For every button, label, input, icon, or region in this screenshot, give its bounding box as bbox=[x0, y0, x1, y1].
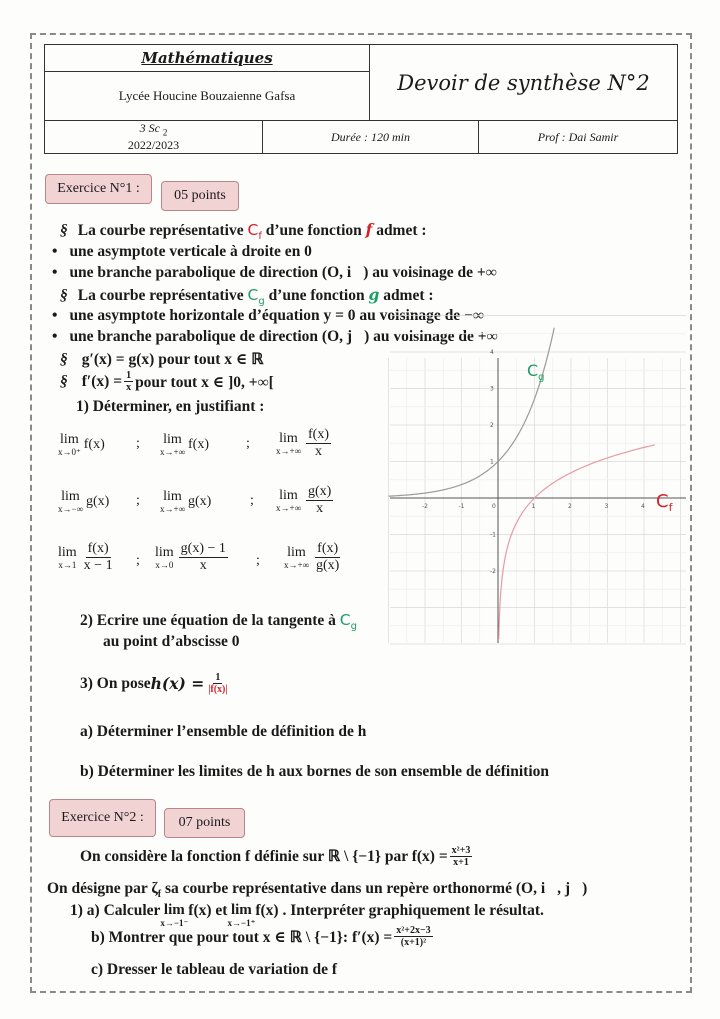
y-tick-label: -1 bbox=[490, 531, 496, 539]
y-tick-label: 3 bbox=[490, 385, 494, 393]
separator: ; bbox=[256, 553, 260, 568]
limit-r2-1: lim x→−∞ g(x) bbox=[58, 489, 110, 514]
limit-r1-3: lim x→+∞ $\frac{f(x)}{x}$ bbox=[276, 427, 329, 459]
subject-title: Mathématiques bbox=[141, 49, 273, 67]
cf-item-2: • une branche parabolique de direction (O, i⃗) au voisinage de +∞ bbox=[52, 264, 497, 281]
question-3b: b) Déterminer les limites de h aux bornes de son ensemble de définition bbox=[80, 763, 550, 780]
duration: Durée : 120 min bbox=[331, 129, 410, 144]
question-2: 2) Ecrire une équation de la tangente à $C_g$ bbox=[80, 611, 357, 633]
x-tick-label: 2 bbox=[568, 503, 572, 510]
limit-r3-2: lim x→0 $\frac{g(x) - 1}{x}$ bbox=[155, 541, 226, 573]
separator: ; bbox=[136, 493, 140, 508]
x-tick-label: 4 bbox=[641, 503, 645, 510]
ex2-question-1b: b) Montrer que pour tout x ∈ ℝ \ {−1}: f′(x) = $\frac{\text{x²+2x−3}}{\text{(x+1)²}}$ bbox=[91, 925, 431, 948]
header-class-cell bbox=[44, 120, 263, 154]
graph-axes bbox=[390, 358, 686, 643]
ex2-intro: On considère la fonction f définie sur ℝ \ {−1} par f(x) = $\frac{\text{x²+3}}{x+1}$ bbox=[80, 845, 471, 868]
cf-intro: § La courbe représentative $C_f$ d’une fonction f admet : bbox=[60, 220, 427, 243]
question-3a: a) Déterminer l’ensemble de définition de h bbox=[80, 723, 367, 740]
limit-r2-3: lim x→+∞ $\frac{g(x)}{x}$ bbox=[276, 484, 332, 516]
class-name: 3 Sc $_2$ bbox=[139, 120, 168, 138]
school-year: 2022/2023 bbox=[127, 138, 180, 153]
exercise1-label: Exercice N°1 : bbox=[45, 174, 152, 204]
y-tick-label: -2 bbox=[490, 568, 496, 575]
cf-symbol: $C_f$ bbox=[247, 221, 262, 243]
exercise1-points: 05 points bbox=[161, 181, 239, 211]
cg-item-2: • une branche parabolique de direction (O, j⃗) au voisinage de +∞ bbox=[52, 328, 498, 345]
separator: ; bbox=[246, 436, 250, 451]
x-tick-label: 1 bbox=[531, 503, 536, 510]
cg-symbol: $C_g$ bbox=[339, 611, 357, 633]
header-duration-cell bbox=[262, 120, 479, 154]
derivative-f: § f′(x) = $\frac{1}{x}$ pour tout x ∈ ]0, +∞[ bbox=[60, 370, 274, 393]
limit-r2-2: lim x→+∞ g(x) bbox=[160, 489, 212, 514]
header-teacher-cell bbox=[478, 120, 678, 154]
y-tick-label: 1 bbox=[490, 458, 494, 466]
cf-curve-label: $C_f$ bbox=[656, 491, 673, 514]
exercise2-points: 07 points bbox=[164, 808, 245, 838]
header-school-cell bbox=[44, 71, 370, 121]
question-1: 1) Déterminer, en justifiant : bbox=[76, 398, 265, 415]
curve-cf bbox=[499, 445, 655, 639]
x-tick-label: -1 bbox=[458, 503, 465, 510]
teacher: Prof : Dai Samir bbox=[537, 129, 619, 144]
cf-item-1: • une asymptote verticale à droite en 0 bbox=[52, 243, 312, 260]
x-tick-label: 3 bbox=[604, 503, 609, 510]
ex2-question-1a: 1) a) Calculer lim x→−1⁻ f(x) et lim x→−1⁺ f(x) . Interpréter graphiquement le résultat. bbox=[70, 902, 544, 928]
derivative-g: § g′(x) = g(x) pour tout x ∈ ℝ bbox=[60, 351, 264, 368]
cg-curve-label: $C_g$ bbox=[527, 361, 545, 383]
exam-title: Devoir de synthèse N°2 bbox=[397, 70, 650, 95]
limit-r3-1: lim x→1 $\frac{f(x)}{x - 1}$ bbox=[58, 541, 113, 573]
ex2-curve-def: On désigne par $\zeta_f$ sa courbe représentative dans un repère orthonormé (O, i⃗, j⃗) bbox=[47, 880, 588, 901]
header-subject-cell bbox=[44, 44, 370, 72]
cg-symbol: $C_g$ bbox=[247, 286, 265, 308]
exercise2-label: Exercice N°2 : bbox=[49, 799, 156, 837]
separator: ; bbox=[250, 493, 254, 508]
school-name: Lycée Houcine Bouzaienne Gafsa bbox=[118, 88, 296, 103]
limit-r1-2: lim x→+∞ f(x) bbox=[160, 432, 209, 457]
separator: ; bbox=[136, 553, 140, 568]
graph-ticks bbox=[422, 349, 645, 575]
header-title-cell bbox=[369, 44, 678, 121]
x-tick-label: -2 bbox=[422, 503, 428, 510]
question-3: 3) On pose h(x) = $\frac{1}{|f(x)|}$ bbox=[80, 672, 228, 695]
y-tick-label: 4 bbox=[490, 349, 494, 356]
ex2-question-1c: c) Dresser le tableau de variation de f bbox=[91, 961, 338, 978]
limit-r1-1: lim x→0⁺ f(x) bbox=[58, 432, 105, 457]
y-tick-label: 2 bbox=[490, 422, 494, 429]
function-graph bbox=[390, 349, 686, 643]
cg-item-1: • une asymptote horizontale d’équation y = 0 au voisinage de −∞ bbox=[52, 307, 484, 324]
question-2-line2: au point d’abscisse 0 bbox=[103, 633, 240, 650]
cg-intro: § La courbe représentative $C_g$ d’une fonction g admet : bbox=[60, 285, 434, 308]
limit-r3-3: lim x→+∞ $\frac{f(x)}{g(x)}$ bbox=[284, 541, 340, 573]
x-tick-label: 0 bbox=[492, 503, 496, 510]
separator: ; bbox=[136, 436, 140, 451]
